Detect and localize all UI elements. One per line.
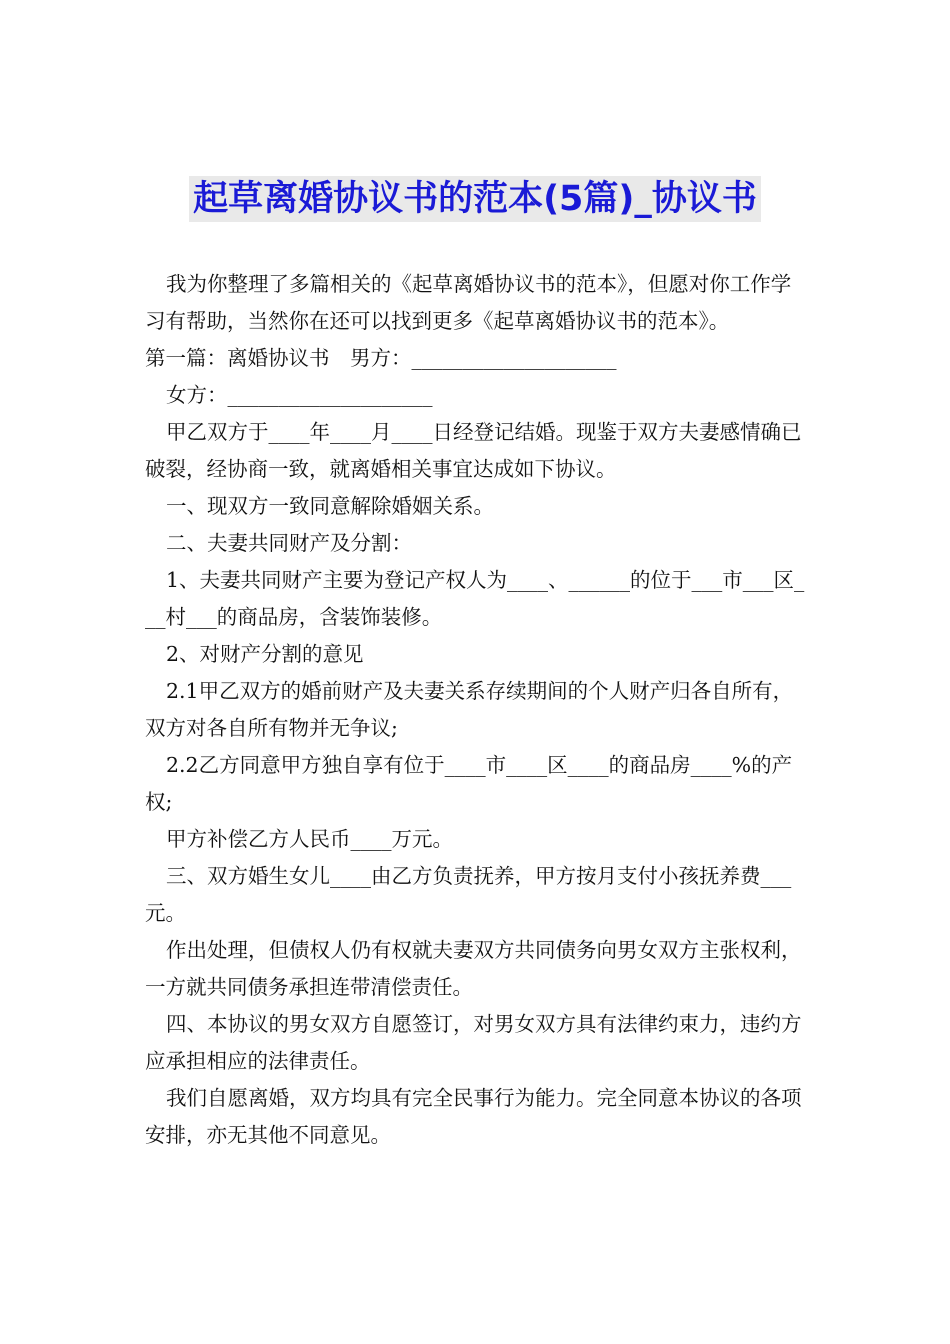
clause-four: 四、本协议的男女双方自愿签订，对男女双方具有法律约束力，违约方应承担相应的法律责任。 — [145, 1012, 802, 1073]
compensation-line: 甲方补偿乙方人民币____万元。 — [166, 827, 453, 851]
clause-two-item-one: 1、夫妻共同财产主要为登记产权人为____、______的位于___市___区___村___的商品房，含装饰装修。 — [145, 568, 805, 629]
clause-two: 二、夫妻共同财产及分割： — [166, 531, 412, 555]
female-party-line: 女方：____________________ — [166, 383, 433, 407]
clause-two-item-two: 2、对财产分割的意见 — [166, 642, 364, 666]
title-container — [0, 176, 950, 222]
clause-two-sub-one: 2.1甲乙双方的婚前财产及夫妻关系存续期间的个人财产归各自所有，双方对各自所有物并无争议; — [145, 679, 794, 740]
clause-three: 三、双方婚生女儿____由乙方负责抚养，甲方按月支付小孩抚养费___元。 — [145, 864, 792, 925]
closing-statement: 我们自愿离婚，双方均具有完全民事行为能力。完全同意本协议的各项安排，亦无其他不同意见。 — [145, 1086, 802, 1147]
debt-paragraph: 作出处理，但债权人仍有权就夫妻双方共同债务向男女双方主张权利，一方就共同债务承担连带清偿责任。 — [145, 938, 802, 999]
section-heading-first: 第一篇：离婚协议书 男方：____________________ — [145, 346, 617, 370]
marriage-statement: 甲乙双方于____年____月____日经登记结婚。现鉴于双方夫妻感情确已破裂，经协商一致，就离婚相关事宜达成如下协议。 — [145, 420, 802, 481]
document-body — [145, 266, 807, 1154]
intro-paragraph: 我为你整理了多篇相关的《起草离婚协议书的范本》，但愿对你工作学习有帮助，当然你在还可以找到更多《起草离婚协议书的范本》。 — [145, 272, 792, 333]
document-title: 起草离婚协议书的范本(5篇)_协议书 — [189, 176, 761, 222]
clause-two-sub-two: 2.2乙方同意甲方独自享有位于____市____区____的商品房____%的产权; — [145, 753, 793, 814]
clause-one: 一、现双方一致同意解除婚姻关系。 — [166, 494, 494, 518]
